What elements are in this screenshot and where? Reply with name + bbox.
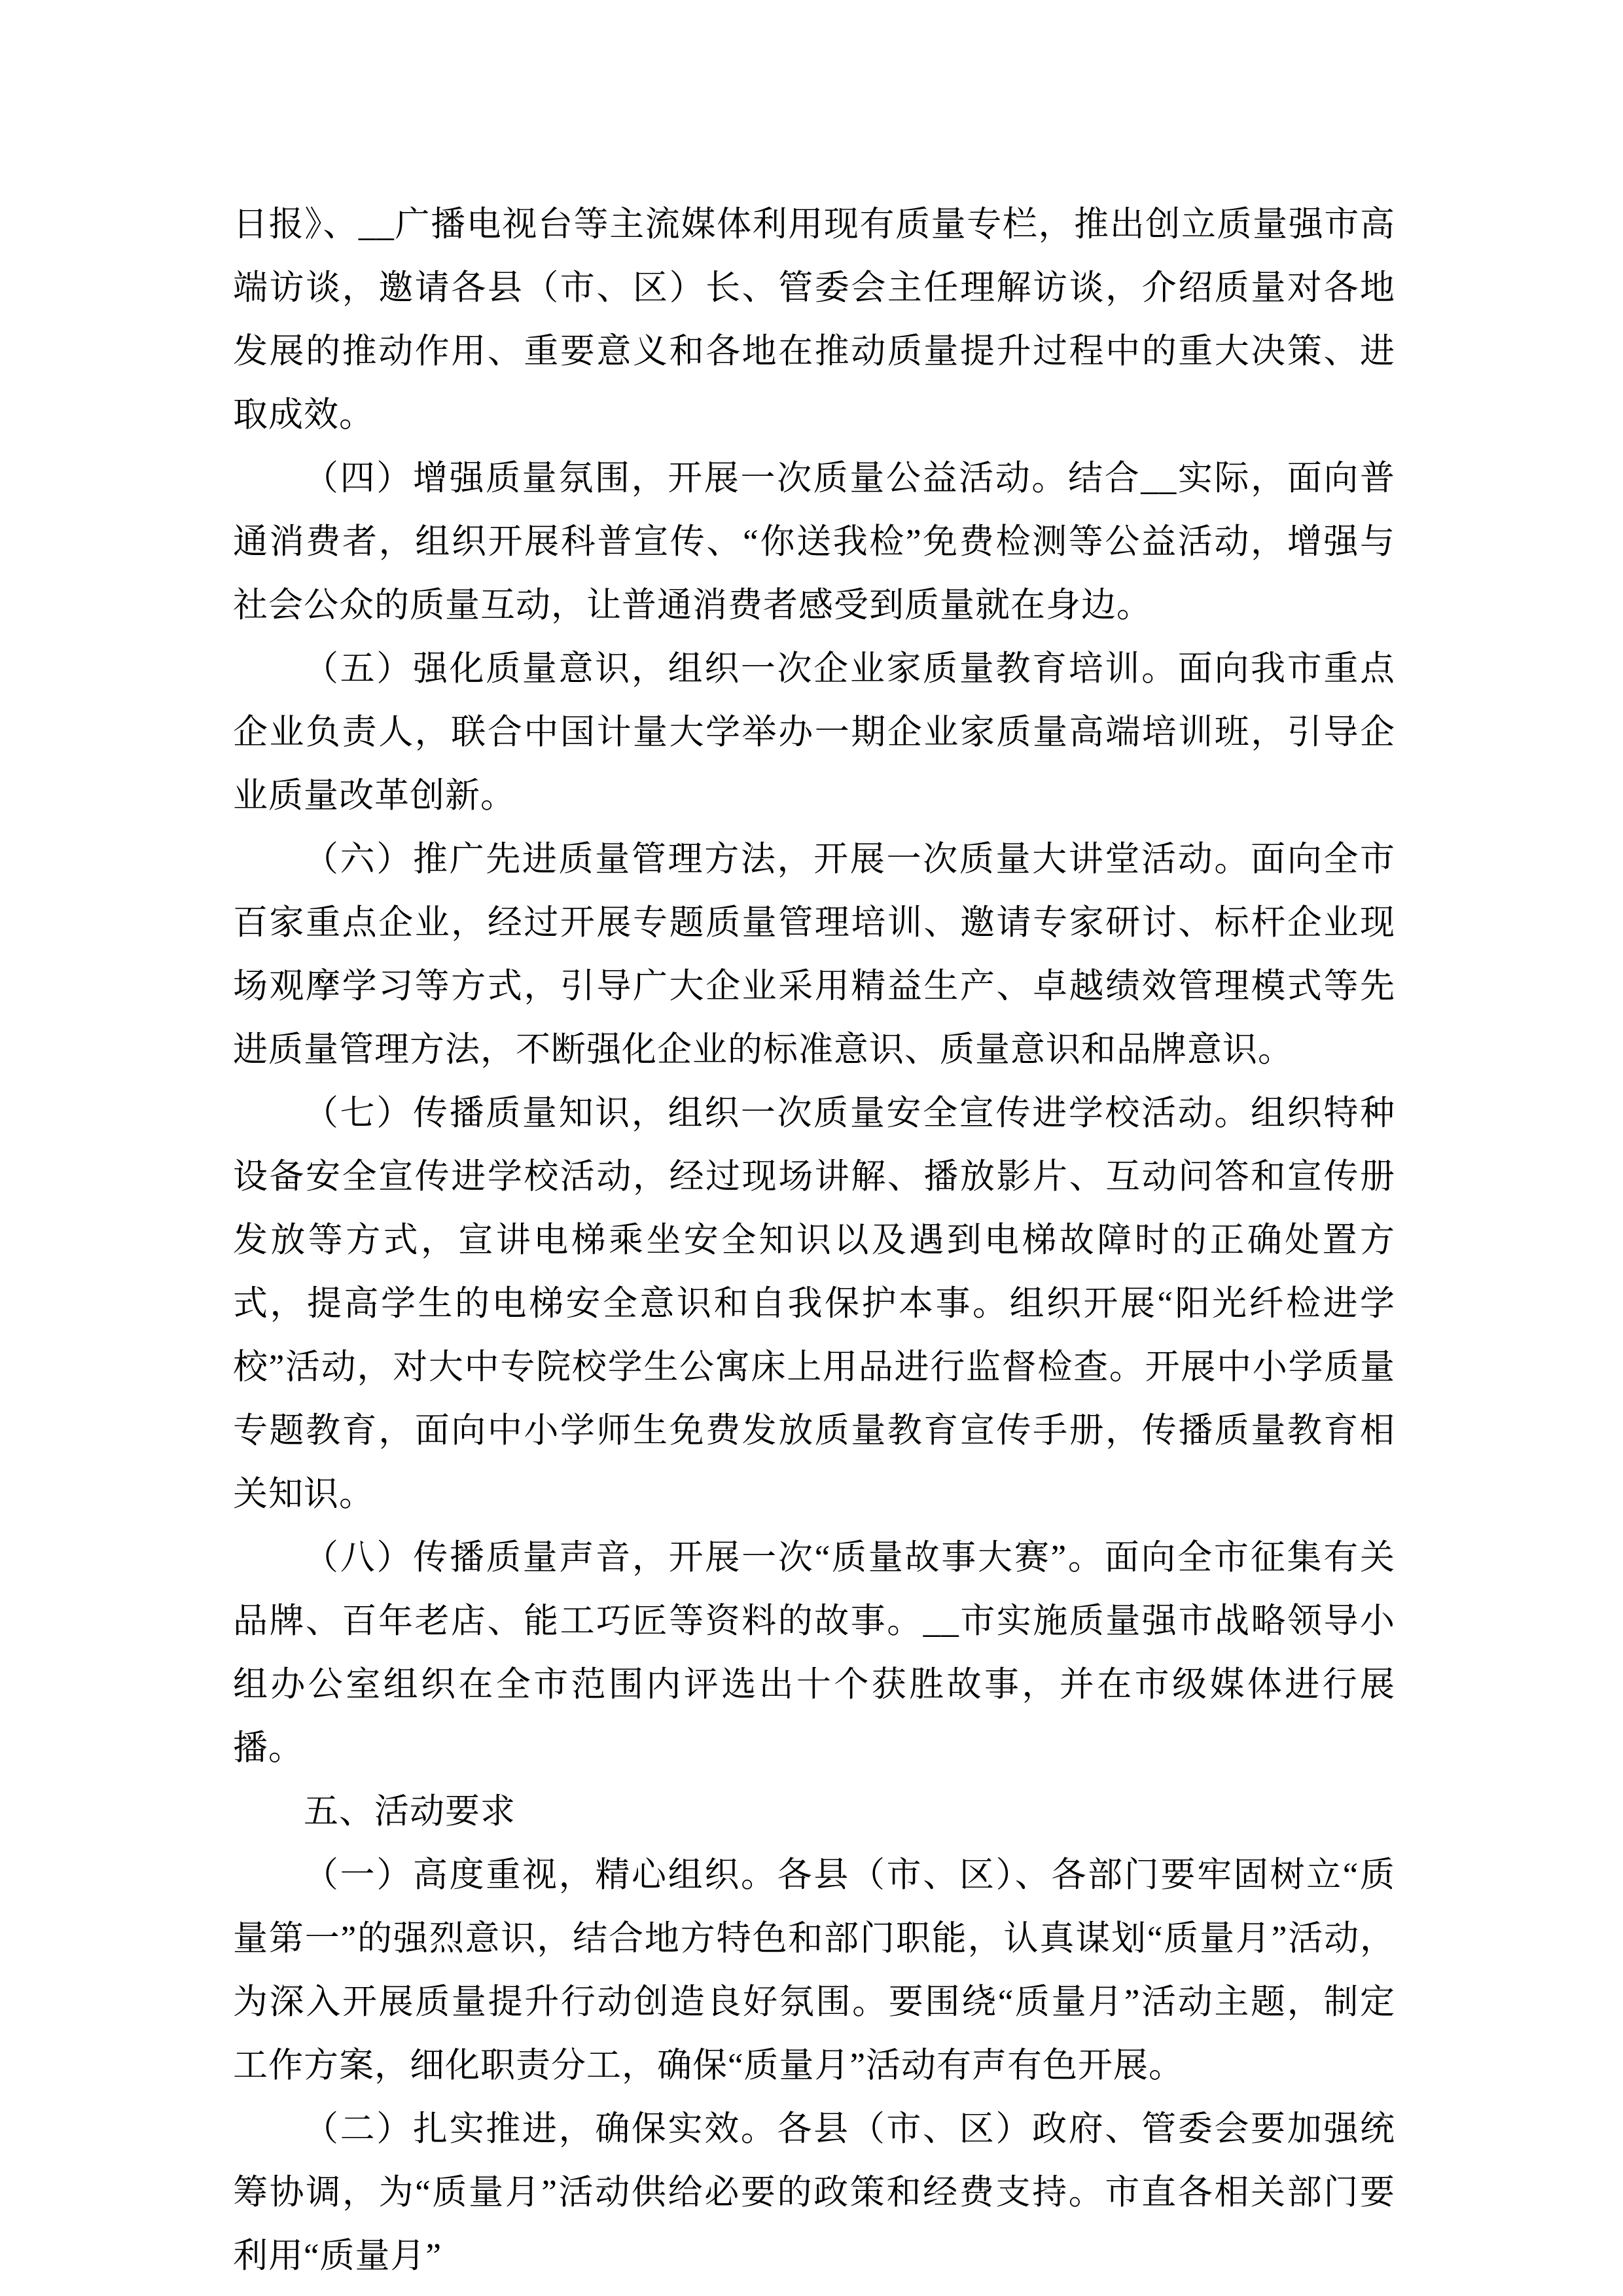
paragraph-requirement-2: （二）扎实推进，确保实效。各县（市、区）政府、管委会要加强统筹协调，为“质量月”活动供给必要的政策和经费支持。市直各相关部门要利用“质量月” <box>233 2110 1395 2275</box>
paragraph-item-7: （七）传播质量知识，组织一次质量安全宣传进学校活动。组织特种设备安全宣传进学校活动，经过现场讲解、播放影片、互动问答和宣传册发放等方式，宣讲电梯乘坐安全知识以及遇到电梯故障时的正确处置方式，提高学生的电梯安全意识和自我保护本事。组织开展“阳光纤检进学校”活动，对大中专院校学生公寓床上用品进行监督检查。开展中小学质量专题教育，面向中小学师生免费发放质量教育宣传手册，传播质量教育相关知识。 <box>233 1094 1395 1513</box>
paragraph-requirement-1: （一）高度重视，精心组织。各县（市、区）、各部门要牢固树立“质量第一”的强烈意识，结合地方特色和部门职能，认真谋划“质量月”活动，为深入开展质量提升行动创造良好氛围。要围绕“质量月”活动主题，制定工作方案，细化职责分工，确保“质量月”活动有声有色开展。 <box>233 1856 1395 2085</box>
paragraph-item-6: （六）推广先进质量管理方法，开展一次质量大讲堂活动。面向全市百家重点企业，经过开展专题质量管理培训、邀请专家研讨、标杆企业现场观摩学习等方式，引导广大企业采用精益生产、卓越绩效管理模式等先进质量管理方法，不断强化企业的标准意识、质量意识和品牌意识。 <box>233 840 1395 1069</box>
section-heading-5: 五、活动要求 <box>304 1793 516 1831</box>
paragraph-item-8: （八）传播质量声音，开展一次“质量故事大赛”。面向全市征集有关品牌、百年老店、能工巧匠等资料的故事。__市实施质量强市战略领导小组办公室组织在全市范围内评选出十个获胜故事，并在市级媒体进行展播。 <box>233 1539 1395 1767</box>
paragraph-item-4: （四）增强质量氛围，开展一次质量公益活动。结合__实际，面向普通消费者，组织开展科普宣传、“你送我检”免费检测等公益活动，增强与社会公众的质量互动，让普通消费者感受到质量就在身边。 <box>233 459 1396 624</box>
paragraph-continuation: 日报》、__广播电视台等主流媒体利用现有质量专栏，推出创立质量强市高端访谈，邀请各县（市、区）长、管委会主任理解访谈，介绍质量对各地发展的推动作用、重要意义和各地在推动质量提升过程中的重大决策、进取成效。 <box>233 206 1395 434</box>
document-body <box>233 193 1395 2288</box>
paragraph-item-5: （五）强化质量意识，组织一次企业家质量教育培训。面向我市重点企业负责人，联合中国计量大学举办一期企业家质量高端培训班，引导企业质量改革创新。 <box>233 650 1395 815</box>
